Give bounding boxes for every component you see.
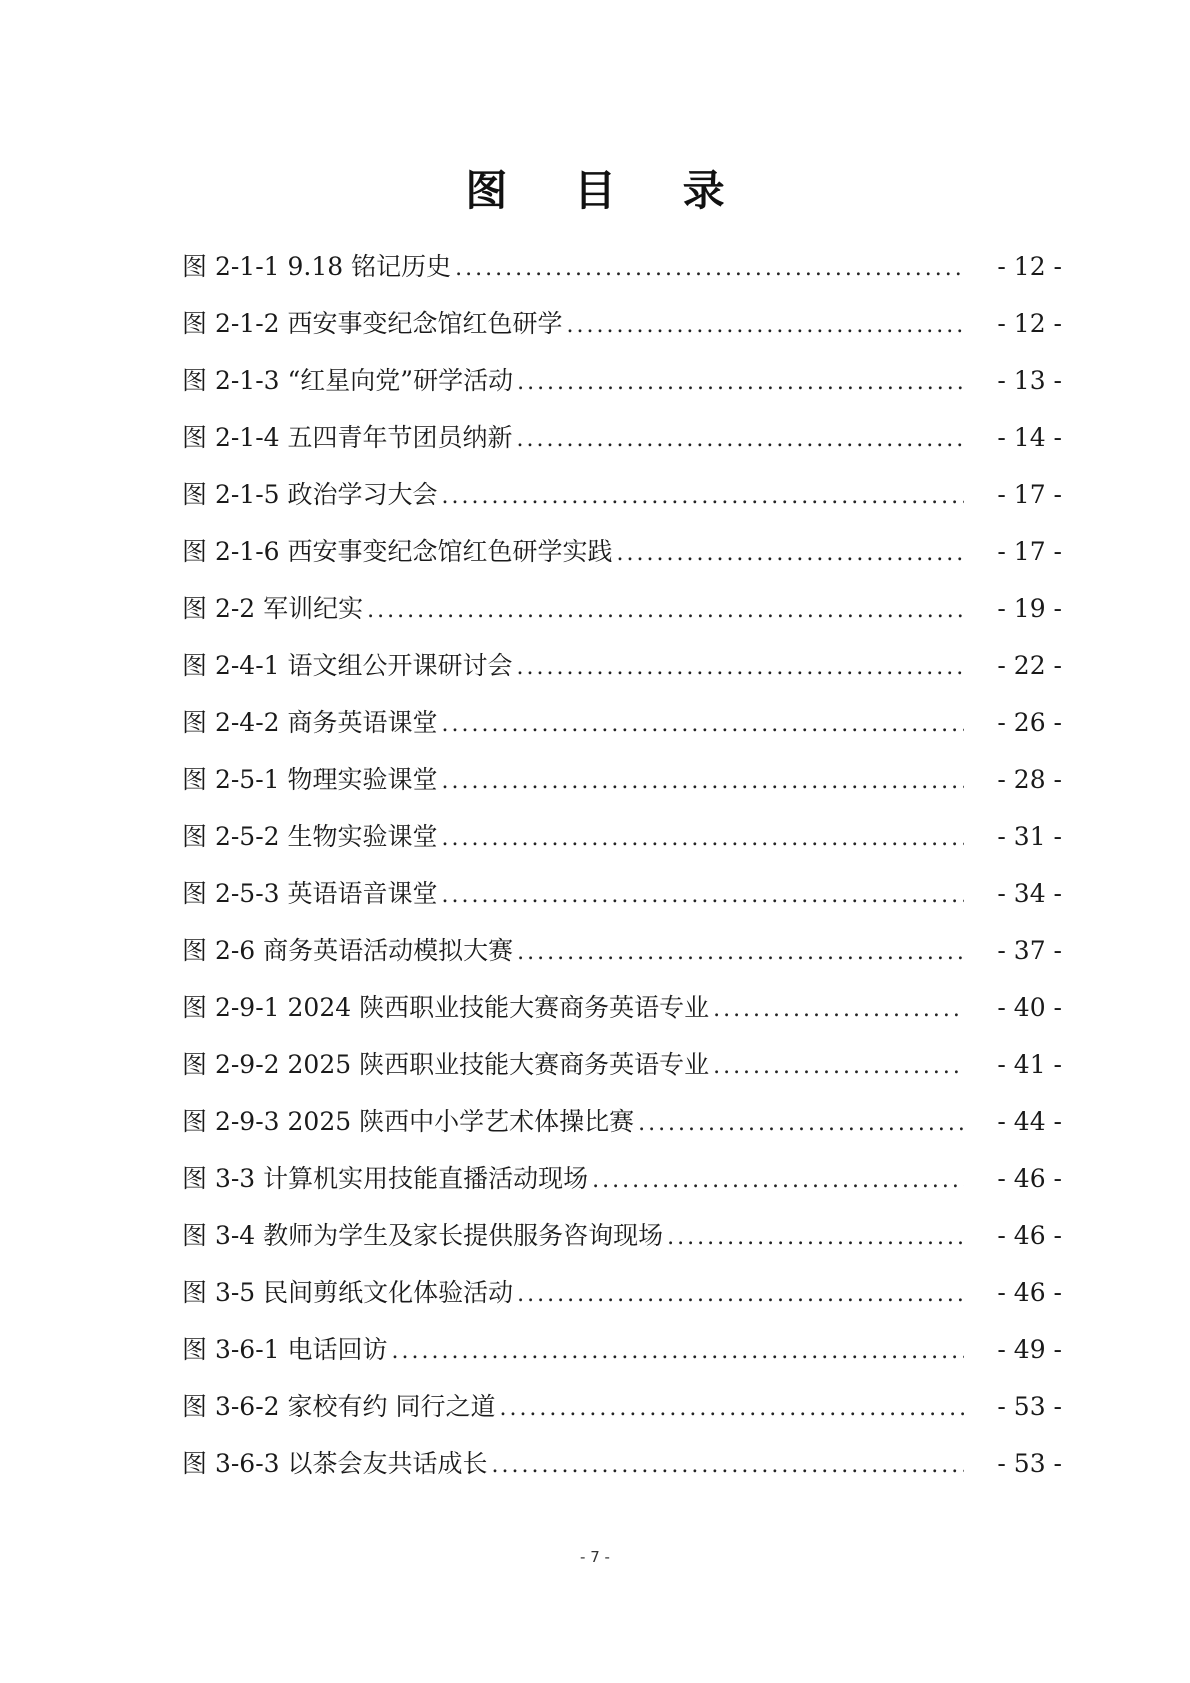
- toc-entry-label: 图 2-2 军训纪实: [182, 594, 364, 623]
- toc-entry[interactable]: [182, 1102, 1062, 1159]
- dot-leader: [517, 933, 964, 973]
- toc-entry-page: - 37 -: [997, 936, 1062, 965]
- toc-entry-page: - 19 -: [997, 594, 1062, 623]
- dot-leader: [367, 591, 964, 631]
- dot-leader: [442, 819, 964, 859]
- toc-entry-page: - 17 -: [997, 480, 1062, 509]
- toc-entry-label: 图 2-9-2 2025 陕西职业技能大赛商务英语专业: [182, 1050, 710, 1079]
- toc-entry-label: 图 3-6-2 家校有约 同行之道: [182, 1392, 496, 1421]
- dot-leader: [492, 1446, 964, 1486]
- toc-entry[interactable]: [182, 304, 1062, 361]
- dot-leader: [667, 1218, 964, 1258]
- toc-entry-page: - 46 -: [997, 1164, 1062, 1193]
- toc-entry-label: 图 3-4 教师为学生及家长提供服务咨询现场: [182, 1221, 664, 1250]
- toc-entry-page: - 34 -: [997, 879, 1062, 908]
- toc-entry-label: 图 3-6-1 电话回访: [182, 1335, 388, 1364]
- toc-entry-page: - 53 -: [997, 1392, 1062, 1421]
- toc-entry[interactable]: [182, 760, 1062, 817]
- toc-entry[interactable]: [182, 1330, 1062, 1387]
- toc-entry-page: - 40 -: [997, 993, 1062, 1022]
- toc-entry-label: 图 2-1-3 “红星向党”研学活动: [182, 366, 514, 395]
- dot-leader: [455, 249, 964, 289]
- dot-leader: [567, 306, 964, 346]
- dot-leader: [517, 363, 964, 403]
- toc-entry-label: 图 2-5-2 生物实验课堂: [182, 822, 438, 851]
- toc-entry-label: 图 2-5-3 英语语音课堂: [182, 879, 438, 908]
- toc-entry[interactable]: [182, 532, 1062, 589]
- dot-leader: [638, 1104, 964, 1144]
- toc-entry-page: - 46 -: [997, 1278, 1062, 1307]
- toc-entry-label: 图 2-5-1 物理实验课堂: [182, 765, 438, 794]
- dot-leader: [713, 990, 964, 1030]
- toc-entry-page: - 31 -: [997, 822, 1062, 851]
- page-title: 图 目 录: [465, 166, 751, 215]
- toc-entry[interactable]: [182, 247, 1062, 304]
- dot-leader: [442, 762, 964, 802]
- toc-entry-label: 图 2-4-1 语文组公开课研讨会: [182, 651, 513, 680]
- toc-entry-label: 图 2-1-6 西安事变纪念馆红色研学实践: [182, 537, 613, 566]
- dot-leader: [442, 876, 964, 916]
- toc-entry[interactable]: [182, 1045, 1062, 1102]
- toc-entry[interactable]: [182, 418, 1062, 475]
- dot-leader: [499, 1389, 964, 1429]
- toc-entry-label: 图 2-9-3 2025 陕西中小学艺术体操比赛: [182, 1107, 635, 1136]
- toc-entry-label: 图 2-1-4 五四青年节团员纳新: [182, 423, 513, 452]
- dot-leader: [517, 1275, 964, 1315]
- toc-entry-page: - 13 -: [997, 366, 1062, 395]
- toc-entry-page: - 49 -: [997, 1335, 1062, 1364]
- toc-entry-label: 图 2-6 商务英语活动模拟大赛: [182, 936, 514, 965]
- toc-entry[interactable]: [182, 1444, 1062, 1501]
- dot-leader: [592, 1161, 964, 1201]
- toc-entry-page: - 14 -: [997, 423, 1062, 452]
- dot-leader: [517, 420, 964, 460]
- dot-leader: [442, 705, 964, 745]
- toc-entry-page: - 44 -: [997, 1107, 1062, 1136]
- toc-entry-page: - 53 -: [997, 1449, 1062, 1478]
- toc-entry-label: 图 3-3 计算机实用技能直播活动现场: [182, 1164, 589, 1193]
- toc-entry-label: 图 3-6-3 以茶会友共话成长: [182, 1449, 488, 1478]
- dot-leader: [392, 1332, 964, 1372]
- dot-leader: [617, 534, 964, 574]
- toc-entry-page: - 12 -: [997, 252, 1062, 281]
- toc-entry-page: - 46 -: [997, 1221, 1062, 1250]
- toc-entry-label: 图 3-5 民间剪纸文化体验活动: [182, 1278, 514, 1307]
- dot-leader: [517, 648, 964, 688]
- dot-leader: [442, 477, 964, 517]
- toc-entry-page: - 28 -: [997, 765, 1062, 794]
- dot-leader: [713, 1047, 964, 1087]
- toc-entry-page: - 17 -: [997, 537, 1062, 566]
- page-number: - 7 -: [580, 1548, 610, 1566]
- toc-entry-page: - 12 -: [997, 309, 1062, 338]
- toc-entry[interactable]: [182, 988, 1062, 1045]
- toc-entry[interactable]: [182, 589, 1062, 646]
- toc-entry[interactable]: [182, 817, 1062, 874]
- toc-entry-label: 图 2-4-2 商务英语课堂: [182, 708, 438, 737]
- toc-entry[interactable]: [182, 874, 1062, 931]
- toc-entry[interactable]: [182, 646, 1062, 703]
- toc-entry[interactable]: [182, 1387, 1062, 1444]
- toc-entry[interactable]: [182, 1273, 1062, 1330]
- toc-entry-page: - 41 -: [997, 1050, 1062, 1079]
- toc-entry[interactable]: [182, 361, 1062, 418]
- toc-entry-page: - 22 -: [997, 651, 1062, 680]
- figure-table-of-contents: [182, 247, 1062, 1501]
- toc-entry-label: 图 2-1-1 9.18 铭记历史: [182, 252, 452, 281]
- toc-entry[interactable]: [182, 931, 1062, 988]
- toc-entry[interactable]: [182, 475, 1062, 532]
- toc-entry-page: - 26 -: [997, 708, 1062, 737]
- toc-entry[interactable]: [182, 1216, 1062, 1273]
- toc-entry-label: 图 2-1-5 政治学习大会: [182, 480, 438, 509]
- toc-entry-label: 图 2-1-2 西安事变纪念馆红色研学: [182, 309, 563, 338]
- toc-entry-label: 图 2-9-1 2024 陕西职业技能大赛商务英语专业: [182, 993, 710, 1022]
- toc-entry[interactable]: [182, 703, 1062, 760]
- toc-entry[interactable]: [182, 1159, 1062, 1216]
